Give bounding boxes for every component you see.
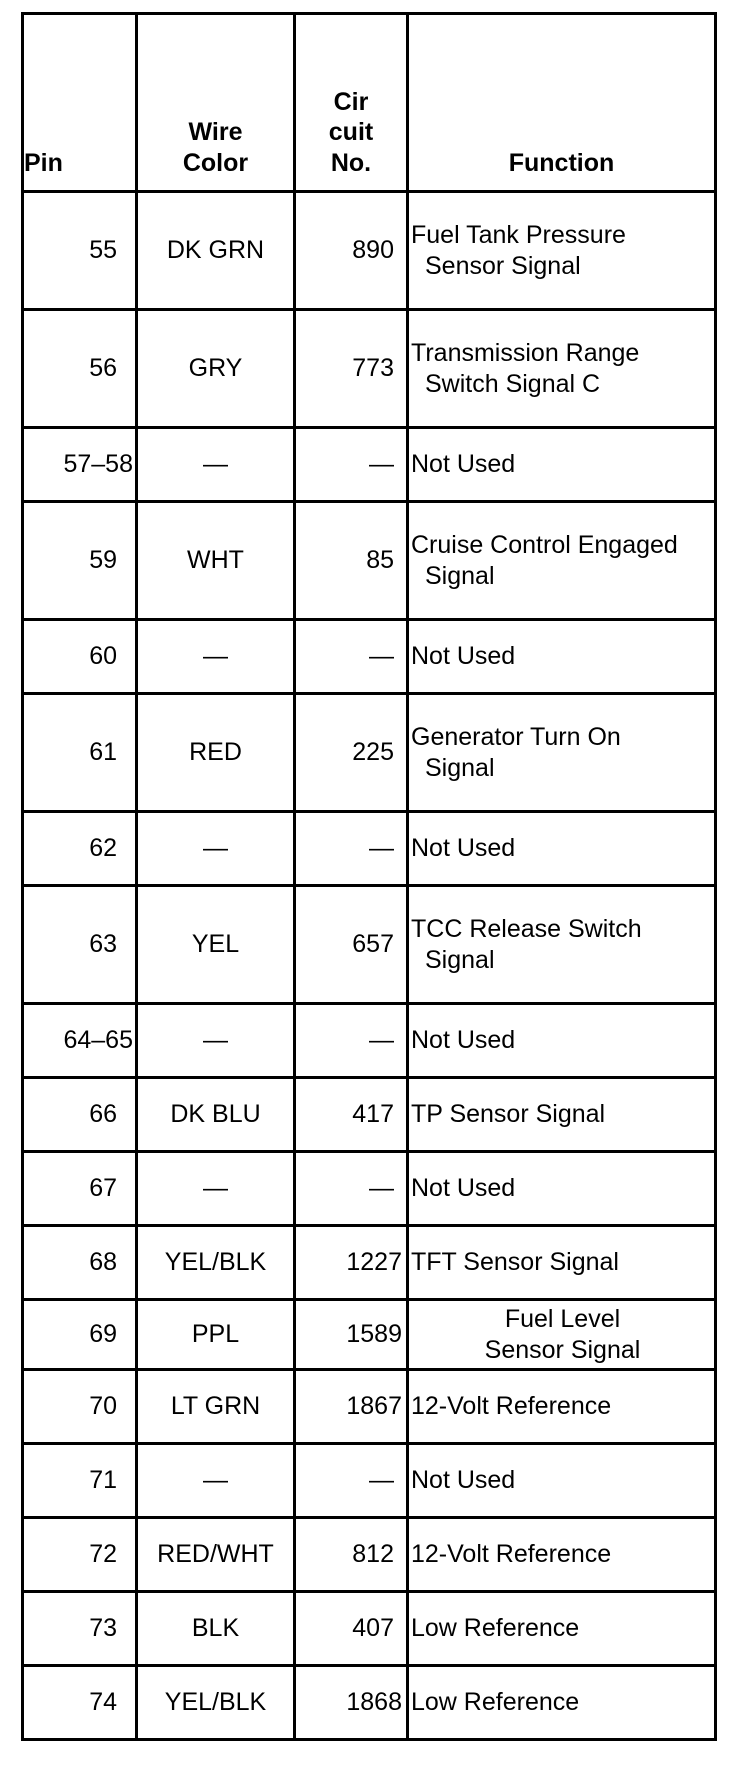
circuit-cell: 773: [295, 310, 408, 428]
pin-cell: 55: [23, 192, 137, 310]
pin-cell: 60: [23, 620, 137, 694]
header-circuit-no: Cir cuit No.: [295, 14, 408, 192]
function-cell: TP Sensor Signal: [408, 1078, 716, 1152]
pin-cell: 73: [23, 1592, 137, 1666]
function-cell: Transmission Range Switch Signal C: [408, 310, 716, 428]
function-cell: Not Used: [408, 428, 716, 502]
function-cell: TCC Release Switch Signal: [408, 886, 716, 1004]
wire-color-cell: BLK: [137, 1592, 295, 1666]
table-row: [23, 192, 716, 310]
circuit-cell: 1867: [295, 1370, 408, 1444]
table-row: [23, 812, 716, 886]
function-cell: Not Used: [408, 1004, 716, 1078]
pin-cell: 61: [23, 694, 137, 812]
table-row: [23, 1078, 716, 1152]
wire-color-cell: —: [137, 1004, 295, 1078]
circuit-cell: —: [295, 428, 408, 502]
wire-color-cell: RED/WHT: [137, 1518, 295, 1592]
wire-color-cell: WHT: [137, 502, 295, 620]
function-cell: 12-Volt Reference: [408, 1518, 716, 1592]
pin-cell: 59: [23, 502, 137, 620]
pin-cell: 62: [23, 812, 137, 886]
table-row: [23, 620, 716, 694]
wire-color-cell: —: [137, 1444, 295, 1518]
table-row: [23, 1444, 716, 1518]
circuit-cell: 812: [295, 1518, 408, 1592]
table-row: [23, 886, 716, 1004]
pin-cell: 74: [23, 1666, 137, 1740]
function-cell: Low Reference: [408, 1592, 716, 1666]
table-row: [23, 1004, 716, 1078]
circuit-cell: 1868: [295, 1666, 408, 1740]
wire-color-cell: LT GRN: [137, 1370, 295, 1444]
circuit-cell: 1589: [295, 1300, 408, 1370]
function-cell: Fuel Tank Pressure Sensor Signal: [408, 192, 716, 310]
function-cell: Low Reference: [408, 1666, 716, 1740]
circuit-cell: —: [295, 1152, 408, 1226]
function-cell: TFT Sensor Signal: [408, 1226, 716, 1300]
function-cell: Fuel Level Sensor Signal: [408, 1300, 716, 1370]
circuit-cell: 890: [295, 192, 408, 310]
wire-color-cell: DK BLU: [137, 1078, 295, 1152]
function-cell: Cruise Control Engaged Signal: [408, 502, 716, 620]
circuit-cell: 657: [295, 886, 408, 1004]
function-cell: 12-Volt Reference: [408, 1370, 716, 1444]
pin-cell: 56: [23, 310, 137, 428]
header-function: Function: [408, 14, 716, 192]
circuit-cell: 417: [295, 1078, 408, 1152]
header-pin: Pin: [23, 14, 137, 192]
pin-cell: 66: [23, 1078, 137, 1152]
table-row: [23, 1666, 716, 1740]
wire-color-cell: RED: [137, 694, 295, 812]
wire-color-cell: GRY: [137, 310, 295, 428]
pinout-table: [21, 12, 717, 1741]
pin-cell: 57–58: [23, 428, 137, 502]
function-cell: Not Used: [408, 1152, 716, 1226]
pin-cell: 69: [23, 1300, 137, 1370]
header-wire-color: Wire Color: [137, 14, 295, 192]
wire-color-cell: —: [137, 812, 295, 886]
function-cell: Not Used: [408, 812, 716, 886]
table-row: [23, 428, 716, 502]
circuit-cell: —: [295, 620, 408, 694]
wire-color-cell: DK GRN: [137, 192, 295, 310]
pin-cell: 67: [23, 1152, 137, 1226]
wire-color-cell: YEL/BLK: [137, 1226, 295, 1300]
circuit-cell: 225: [295, 694, 408, 812]
header-row: [23, 14, 716, 192]
circuit-cell: —: [295, 1444, 408, 1518]
table-row: [23, 1152, 716, 1226]
pin-cell: 68: [23, 1226, 137, 1300]
circuit-cell: 1227: [295, 1226, 408, 1300]
circuit-cell: —: [295, 812, 408, 886]
circuit-cell: 407: [295, 1592, 408, 1666]
wire-color-cell: PPL: [137, 1300, 295, 1370]
wire-color-cell: YEL: [137, 886, 295, 1004]
pinout-table-sheet: [21, 12, 714, 1772]
circuit-cell: 85: [295, 502, 408, 620]
pin-cell: 71: [23, 1444, 137, 1518]
wire-color-cell: —: [137, 620, 295, 694]
table-row: [23, 1592, 716, 1666]
function-cell: Not Used: [408, 1444, 716, 1518]
pin-cell: 70: [23, 1370, 137, 1444]
pin-cell: 64–65: [23, 1004, 137, 1078]
table-row: [23, 1518, 716, 1592]
wire-color-cell: —: [137, 428, 295, 502]
function-cell: Generator Turn On Signal: [408, 694, 716, 812]
pin-cell: 72: [23, 1518, 137, 1592]
table-row: [23, 310, 716, 428]
table-row: [23, 502, 716, 620]
wire-color-cell: YEL/BLK: [137, 1666, 295, 1740]
wire-color-cell: —: [137, 1152, 295, 1226]
function-cell: Not Used: [408, 620, 716, 694]
table-row: [23, 1226, 716, 1300]
table-row: [23, 694, 716, 812]
table-row: [23, 1300, 716, 1370]
circuit-cell: —: [295, 1004, 408, 1078]
table-row: [23, 1370, 716, 1444]
pin-cell: 63: [23, 886, 137, 1004]
